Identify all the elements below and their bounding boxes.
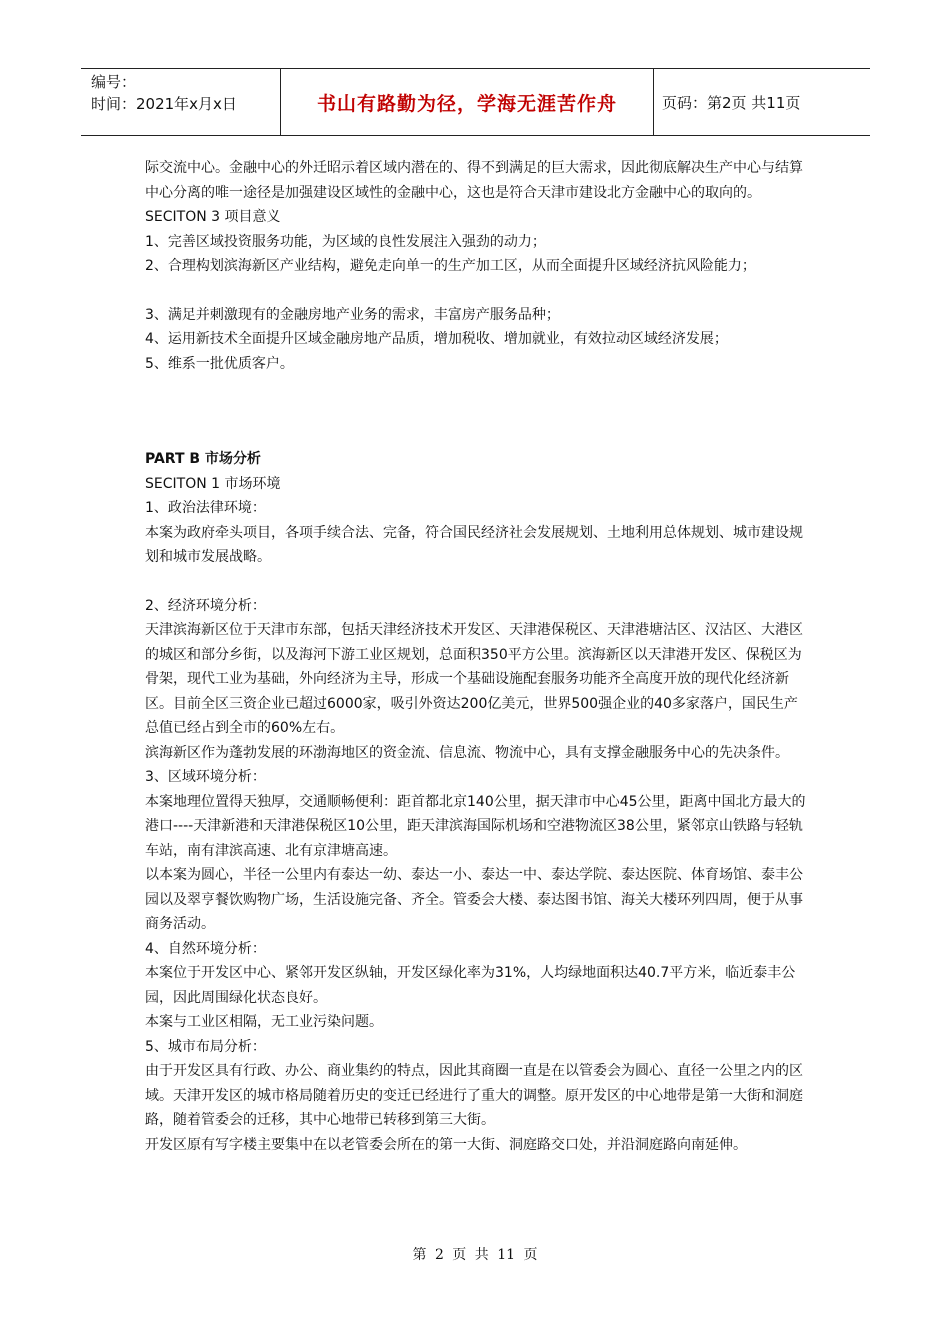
page-footer [0, 1244, 950, 1264]
page-header [81, 68, 870, 136]
header-meta-cell [81, 69, 281, 135]
list-item: 5、维系一批优质客户。 [145, 355, 294, 372]
paragraph: 由于开发区具有行政、办公、商业集约的特点，因此其商圈一直是在以管委会为圆心、直径一公里之内的区域。天津开发区的城市格局随着历史的变迁已经进行了重大的调整。原开发区的中心地带是第一大街和洞庭路，随着管委会的迁移，其中心地带已转移到第三大街。 [145, 1063, 803, 1128]
spacer [145, 279, 810, 303]
paragraph: 以本案为圆心，半径一公里内有泰达一幼、泰达一小、泰达一中、泰达学院、泰达医院、体育场馆、泰丰公园以及翠亨餐饮购物广场，生活设施完备、齐全。管委会大楼、泰达图书馆、海关大楼环列四周，便于从事商务活动。 [145, 867, 803, 932]
subsection-heading: 3、区域环境分析： [145, 769, 266, 785]
list-item: 1、完善区域投资服务功能，为区域的良性发展注入强劲的动力； [145, 233, 546, 250]
part-heading: PART B 市场分析 [145, 451, 261, 467]
section-heading: SECITON 3 项目意义 [145, 209, 281, 225]
spacer [145, 570, 810, 594]
list-item: 3、满足并刺激现有的金融房地产业务的需求，丰富房产服务品种； [145, 306, 560, 323]
number-label: 编号： [91, 73, 137, 91]
subsection-heading: 5、城市布局分析： [145, 1038, 266, 1055]
subsection-heading: 2、经济环境分析： [145, 597, 266, 614]
section-heading: SECITON 1 市场环境 [145, 475, 281, 492]
paragraph: 本案地理位置得天独厚，交通顺畅便利：距首都北京140公里，据天津市中心45公里，距离中国北方最大的港口----天津新港和天津港保税区10公里，距天津滨海国际机场和空港物流区38公里，紧邻京山铁路与轻轨车站，南有津滨高速、北有京津塘高速。 [145, 793, 806, 859]
paragraph: 本案为政府牵头项目，各项手续合法、完备，符合国民经济社会发展规划、土地利用总体规划、城市建设规划和城市发展战略。 [145, 524, 803, 565]
paragraph: 天津滨海新区位于天津市东部，包括天津经济技术开发区、天津港保税区、天津港塘沽区、汉沽区、大港区的城区和部分乡街，以及海河下游工业区规划，总面积350平方公里。滨海新区以天津港开发区、保税区为骨架，现代工业为基础，外向经济为主导，形成一个基础设施配套服务功能齐全高度开放的现代化经济新区。目前全区三资企业已超过6000家，吸引外资达200亿美元，世界500强企业的40多家落户，国民生产总值已经占到全市的60%左右。 [145, 622, 803, 736]
paragraph: 际交流中心。金融中心的外迁昭示着区域内潜在的、得不到满足的巨大需求，因此彻底解决生产中心与结算中心分离的唯一途径是加强建设区域性的金融中心，这也是符合天津市建设北方金融中心的取向的。 [145, 160, 803, 201]
page-label: 页码：第2页 共11页 [662, 93, 801, 112]
footer-page-number: 第 2 页 共 11 页 [412, 1247, 538, 1263]
paragraph: 开发区原有写字楼主要集中在以老管委会所在的第一大街、洞庭路交口处，并沿洞庭路向南延伸。 [145, 1136, 747, 1153]
time-label: 时间：2021年x月x日 [91, 95, 237, 113]
subsection-heading: 4、自然环境分析： [145, 940, 266, 957]
paragraph: 本案与工业区相隔，无工业污染问题。 [145, 1014, 383, 1030]
list-item: 2、合理构划滨海新区产业结构，避免走向单一的生产加工区，从而全面提升区域经济抗风险能力； [145, 258, 756, 274]
document-body [145, 156, 810, 1157]
subsection-heading: 1、政治法律环境： [145, 500, 266, 516]
list-item: 4、运用新技术全面提升区域金融房地产品质，增加税收、增加就业，有效拉动区域经济发展； [145, 331, 728, 347]
spacer [145, 376, 810, 447]
paragraph: 本案位于开发区中心、紧邻开发区纵轴，开发区绿化率为31%，人均绿地面积达40.7平方米，临近泰丰公园，因此周围绿化状态良好。 [145, 965, 796, 1006]
paragraph: 滨海新区作为蓬勃发展的环渤海地区的资金流、信息流、物流中心，具有支撑金融服务中心的先决条件。 [145, 744, 789, 761]
motto-text: 书山有路勤为径，学海无涯苦作舟 [316, 92, 617, 115]
header-motto-cell [281, 69, 654, 135]
header-page-cell [654, 69, 870, 135]
